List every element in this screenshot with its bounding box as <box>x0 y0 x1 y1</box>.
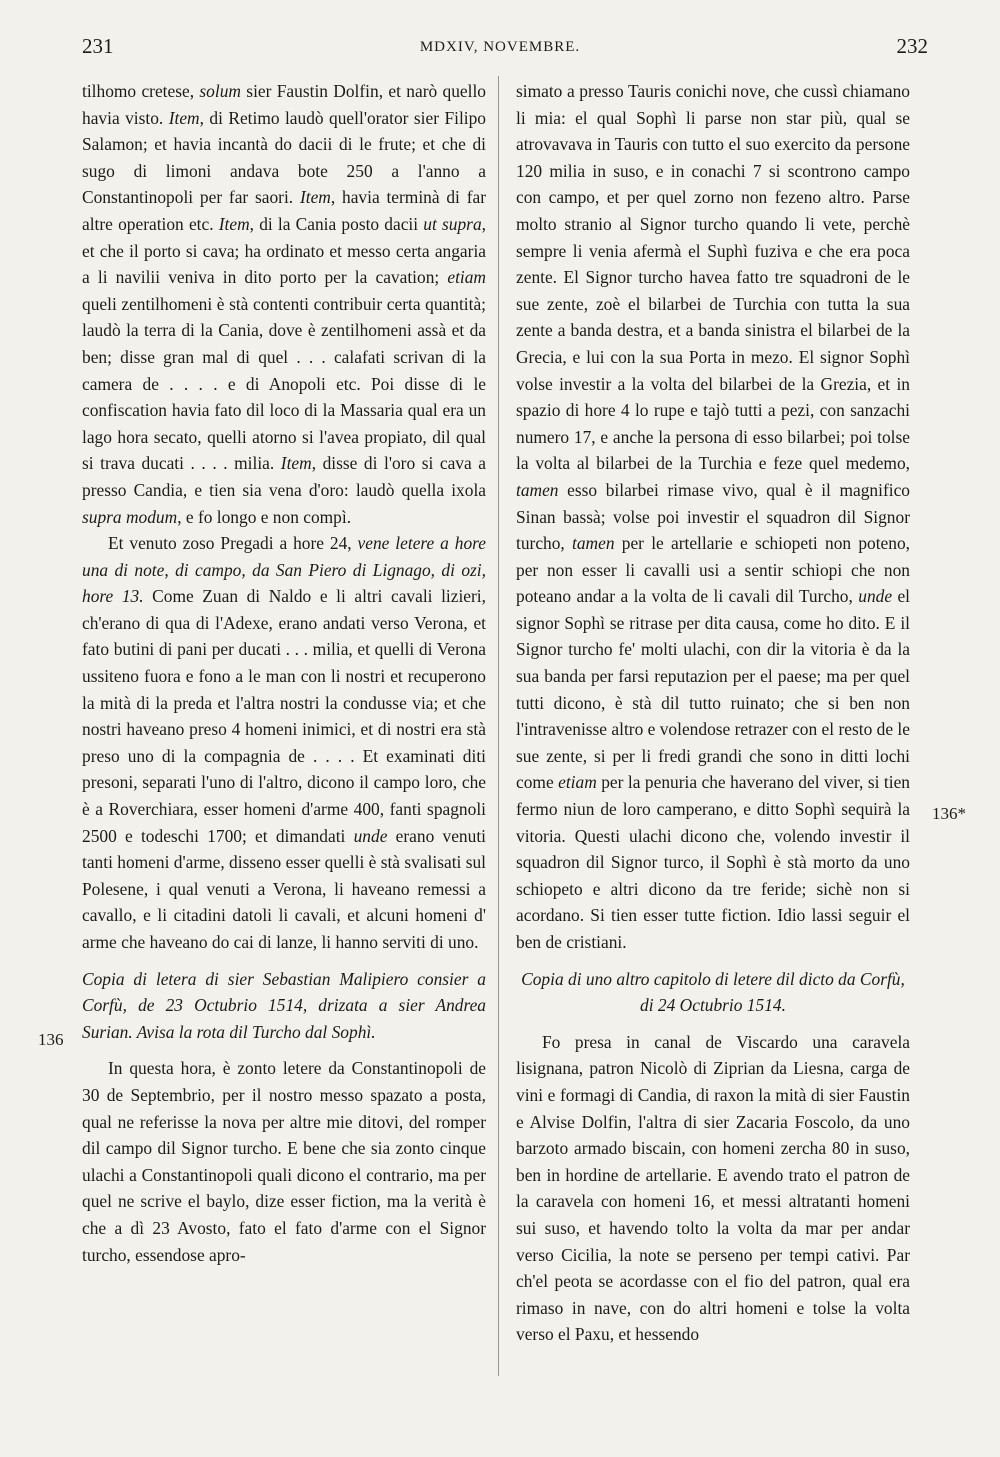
margin-note-left: 136 <box>38 1030 64 1049</box>
right-section-heading: Copia di uno altro capitolo di letere dil dicto da Corfù, di 24 Octubrio 1514. <box>521 968 905 1016</box>
margin-note-right: 136* <box>932 804 966 823</box>
page-header <box>0 34 1000 68</box>
left-paragraph-3: In questa hora, è zonto letere da Constantinopoli de 30 de Septembrio, per il nostro messo spazato a posta, qual ne referisse la nova per altre mie ditovi, del romper dil campo dil Signor turcho. E bene che sia zonto cinque ulachi a Constantinopoli quali dicono el contrario, ma per quel ne scrive el baylo, dize esser fiction, ma la verità è che a dì 23 Avosto, fato el fato d'arme con el Signor turcho, essendose apro- <box>82 1058 486 1265</box>
right-column <box>516 78 910 1348</box>
left-column <box>82 78 486 1268</box>
page-number-left: 231 <box>82 34 114 58</box>
right-paragraph-1: simato a presso Tauris conichi nove, che cussì chiamano li mia: el qual Sophì li parse non star più, qual se atrovavava in Tauris con tutto el suo exercito da persone 120 milia in suso, e in conachi 7 si scontrono campo con campo, et per quel zorno non fezeno altro. Parse molto stranio al Signor turcho quando li vete, perchè sempre li venia afermà el Suphì fuziva e che era poca zente. El Signor turcho havea fatto tre squadroni de le sue zente, zoè el bilarbei de Turchia con tutta la sua zente a banda destra, et a banda sinistra el bilarbei de la Grecia, e lui con la sua Porta in mezo. El signor Sophì volse investir a la volta del bilarbei de la Grezia, et in spazio di hore 4 lo rupe e tajò tutti a pezi, con sanzachi numero 17, e anche la persona di esso bilarbei; poi tolse la volta al bilarbei de la Turchia e feze quel medemo, tamen esso bilarbei rimase vivo, qual è il magnifico Sinan bassà; volse poi investir el squadron dil Signor turcho, tamen per le artellarie e schiopeti non poteno, per non esser li cavalli usi a sentir schiopi che non poteano andar a la volta de li cavali dil Turcho, unde el signor Sophì se ritrase per dita causa, come ho dito. E il Signor turcho fe' molti ulachi, con dir la vitoria è da la sua banda per farsi reputazion per el paese; ma per quel tutti dicono, è stà dil tutto ruinato; che si ben non l'intravenisse altro e volendose retrazer con el resto de le sue zente, si per li fredi grandi che sono in ditti lochi come etiam per la penuria che haverano del viver, si tien fermo niun de loro camperano, e ditto Sophì sequirà la vitoria. Questi ulachi dicono che, volendo investir il squadron dil Signor turco, il Sophì è stà morto da uno schiopeto e altri dicono da tre feride; sichè non si acordano. Si tien esser tutte fiction. Idio lassi seguir el ben de cristiani. <box>516 81 911 952</box>
page-number-right: 232 <box>896 34 928 58</box>
left-paragraph-2: Et venuto zoso Pregadi a hore 24, vene letere a hore una di note, di campo, da San Piero di Lignago, di ozi, hore 13. Come Zuan di Naldo e li altri cavali lizieri, ch'erano di qua di l'Adexe, erano andati verso Verona, et fato butini di pani per ducati . . . milia, et quelli di Verona ussiteno fuora e fono a le man con li nostri et recuperono la mità di la preda et l'altra nostri la condusse via; et che nostri haveano preso 4 homeni inimici, et di nostri era stà preso uno di la compagnia de . . . . Et examinati diti presoni, separati l'uno di l'altro, dicono il campo loro, che è a Roverchiara, esser homeni d'arme 400, fanti spagnoli 2500 e todeschi 1700; et dimandati unde erano venuti tanti homeni d'arme, disseno esser quelli è stà svalisati sul Polesene, i qual venuti a Verona, li haveano remessi a cavallo, e li citadini datoli li cavali, et alcuni homeni d' arme che haveano do cai di lanze, li hanno serviti di uno. <box>82 533 487 952</box>
left-section-heading: Copia di letera di sier Sebastian Malipiero consier a Corfù, de 23 Octubrio 1514, drizata a sier Andrea Surian. Avisa la rota dil Turcho dal Sophì. <box>82 968 486 1042</box>
column-divider <box>498 76 499 1376</box>
right-paragraph-2: Fo presa in canal de Viscardo una caravela lisignana, patron Nicolò di Ziprian da Liesna, carga de vini e formagi di Candia, di raxon la mità di sier Faustin e Alvise Dolfin, l'altra di sier Zacaria Foscolo, da uno barzoto armado biscain, con homeni zercha 80 in suso, ben in hordine de artellarie. E avendo trato el patron de la caravela con homeni 16, et messi altratanti homeni sui suso, et havendo tolto la volta da mar per andar verso Cicilia, la note se perseno per tempi cativi. Par ch'el peota se acordasse con el fio del patron, qual era rimaso in nave, con do altri homeni e tolse la volta verso el Paxu, et hessendo <box>516 1031 910 1345</box>
running-title: MDXIV, NOVEMBRE. <box>419 39 581 55</box>
left-paragraph-1: tilhomo cretese, solum sier Faustin Dolfin, et narò quello havia visto. Item, di Retimo laudò quell'orator sier Filipo Salamon; et havia incantà do dacii di le frute; et che di sugo di limoni andava bote 250 a l'anno a Constantinopoli per far saori. Item, havia terminà di far altre operation etc. Item, di la Cania posto dacii ut supra, et che il porto si cava; ha ordinato et messo certa angaria a li navilii veniva in dito porto per la cavation; etiam queli zentilhomeni è stà contenti contribuir certa quantità; laudò la terra di la Cania, dove è zentilhomeni assà et da ben; disse gran mal di quel . . . calafati scrivan di la camera de . . . . e di Anopoli etc. Poi disse di le confiscation havia fato dil loco di la Massaria qual era un lago hora secato, quelli atorno si l'avea propiato, dil qual si trava ducati . . . . milia. Item, disse di l'oro si cava a presso Candia, e tien sia vena d'oro: laudò quella ixola supra modum, e fo longo e non compì. <box>82 81 486 527</box>
